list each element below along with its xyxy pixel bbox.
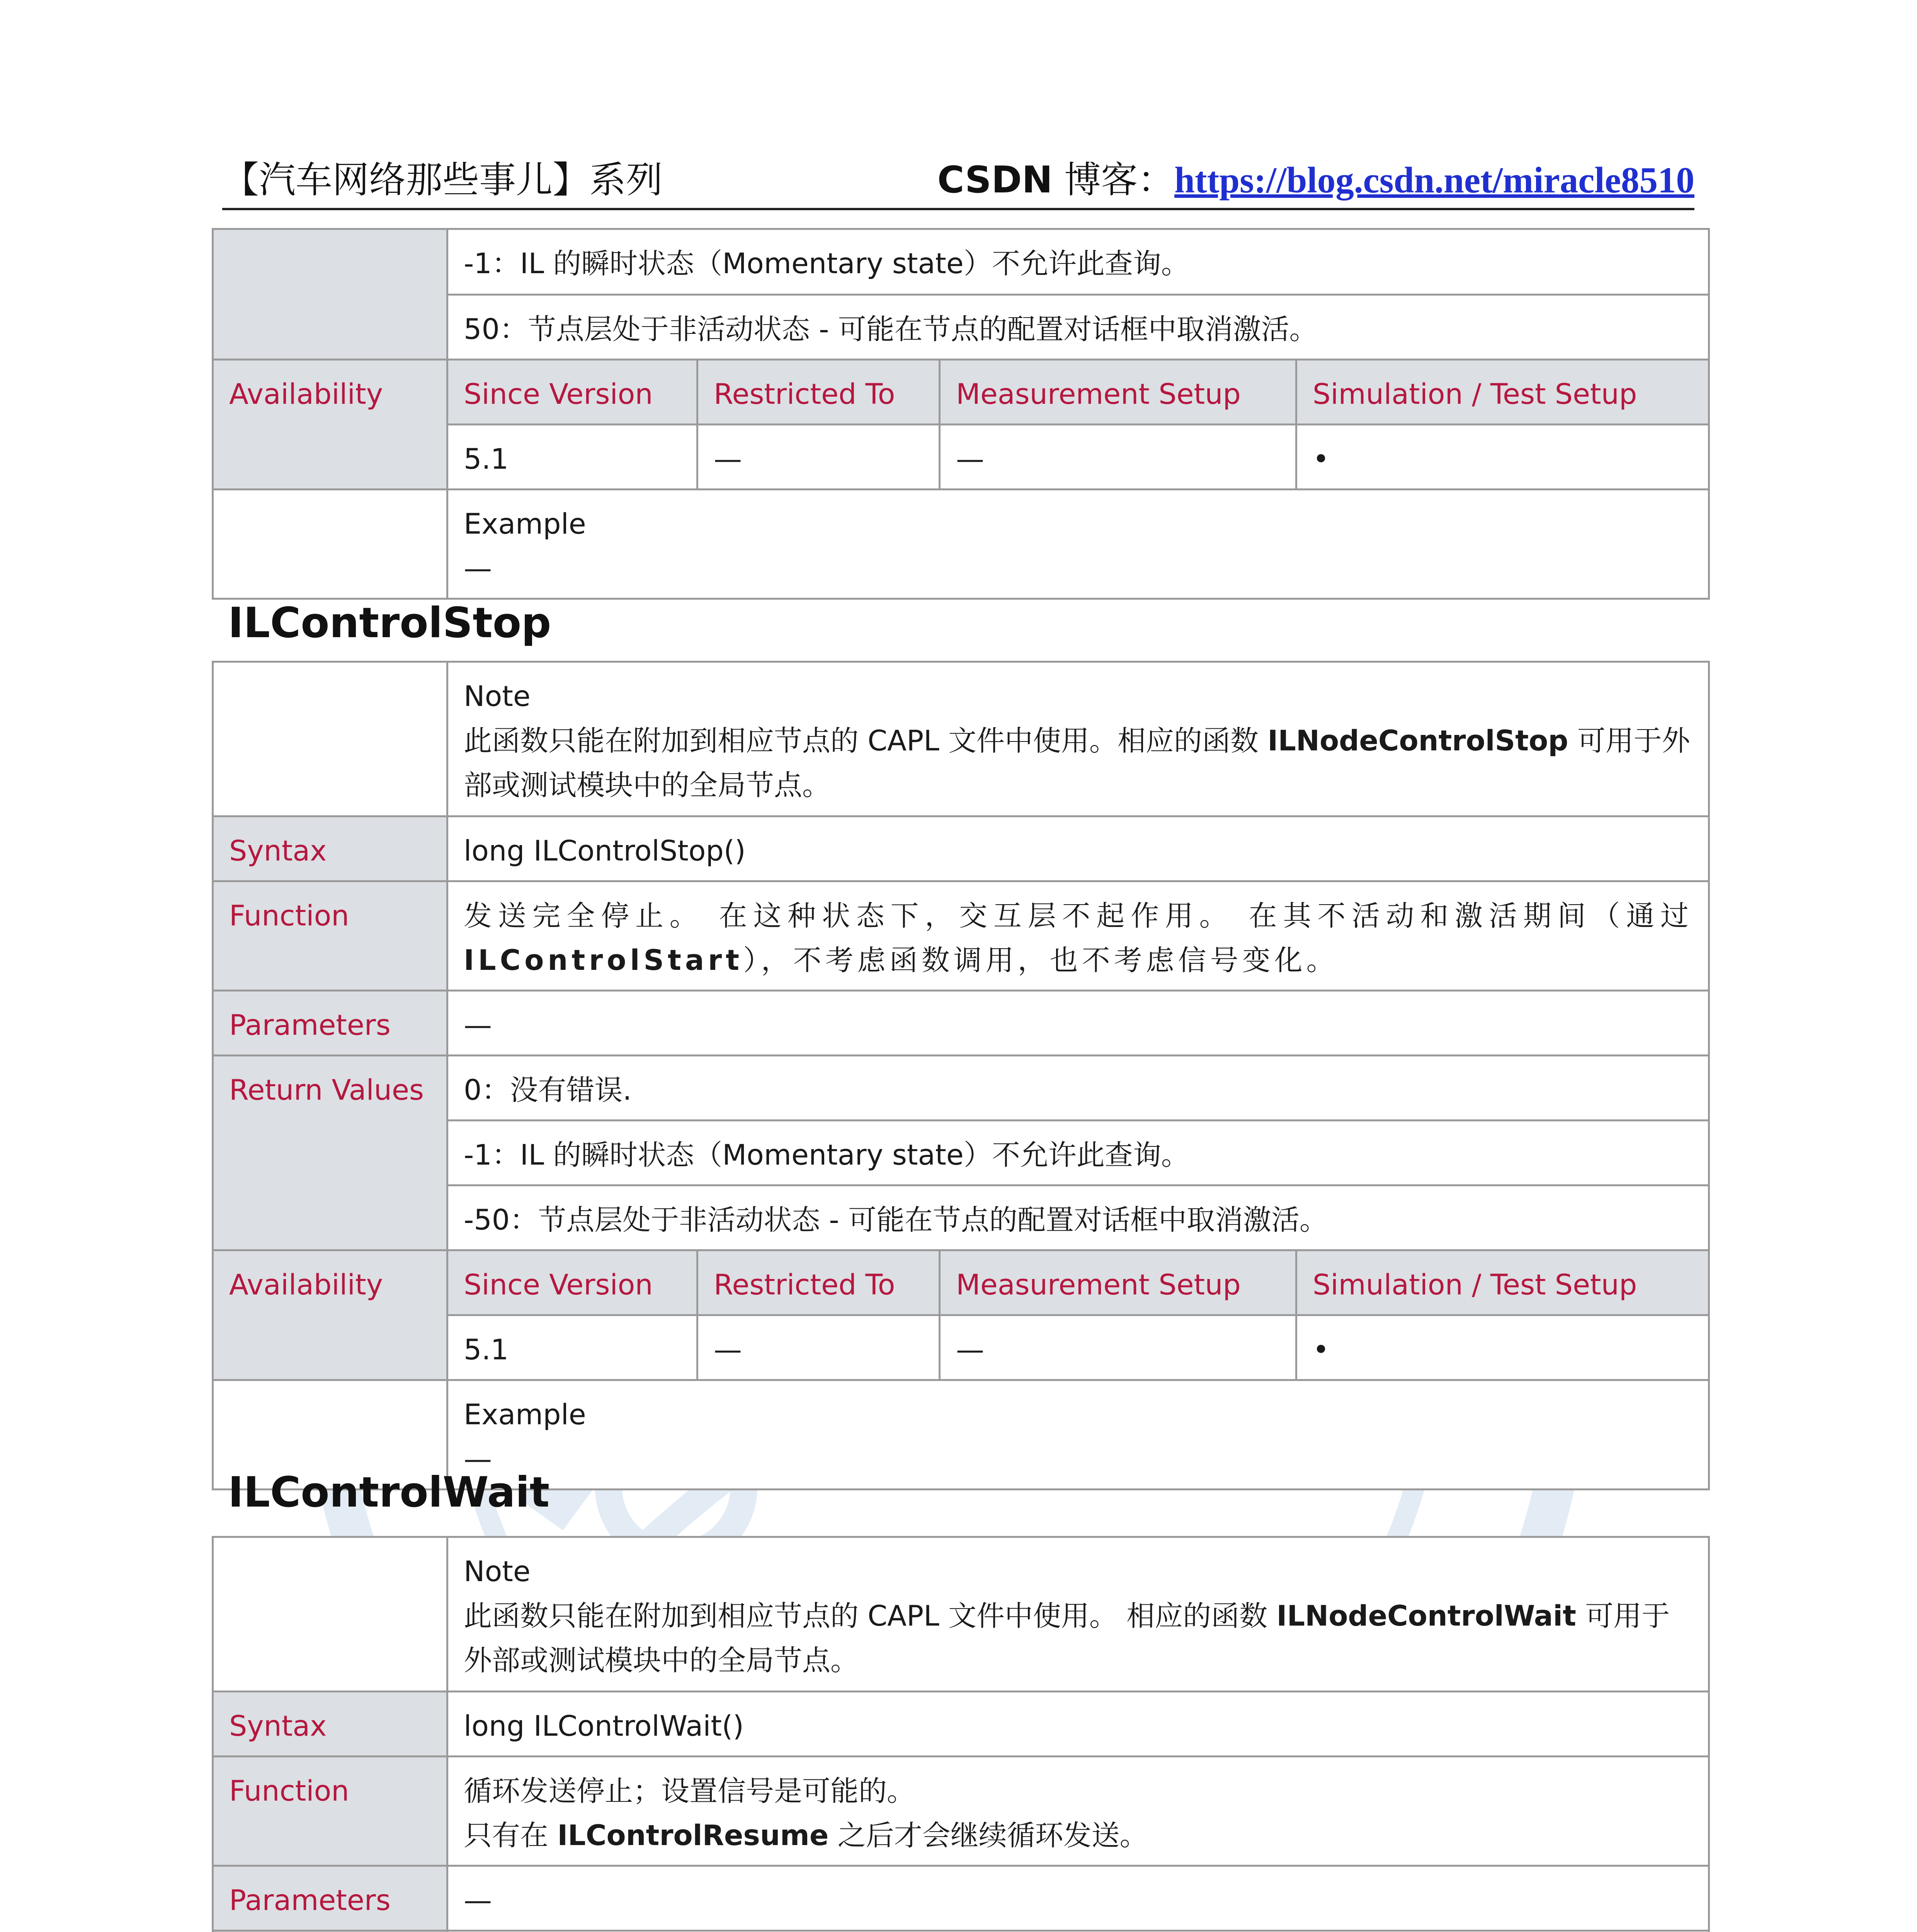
syntax-label: Syntax — [213, 816, 447, 881]
example-label: Example — [464, 508, 586, 541]
measurement-setup-value: — — [940, 425, 1296, 490]
return-value-row — [447, 1931, 1709, 1932]
note-cell — [447, 662, 1709, 816]
section-title-ilcontrolwait: ILControlWait — [228, 1468, 550, 1517]
note-text-part: 此函数只能在附加到相应节点的 CAPL 文件中使用。相应的函数 — [464, 724, 1268, 757]
example-label: Example — [464, 1398, 586, 1431]
function-line: 循环发送停止；设置信号是可能的。 — [464, 1775, 915, 1808]
csdn-label: CSDN — [937, 159, 1053, 201]
simulation-test-setup-value: • — [1296, 1315, 1709, 1380]
since-version-header: Since Version — [447, 1250, 697, 1315]
example-label-cell — [213, 490, 447, 599]
note-label-cell — [213, 662, 447, 816]
note-text — [464, 719, 1692, 808]
page-header — [222, 139, 1694, 213]
ilcontrolstop-table — [212, 661, 1710, 1490]
example-value: — — [464, 552, 492, 585]
note-function-ref: ILNodeControlWait — [1276, 1600, 1576, 1633]
note-text-part: 可用于外部或测试模块中的全局节点。 — [464, 724, 1690, 802]
note-text-part: 可用于外部或测试模块中的全局节点。 — [464, 1600, 1670, 1677]
syntax-value: long ILControlWait() — [447, 1692, 1709, 1757]
example-cell — [447, 490, 1709, 599]
return-values-label — [213, 1931, 447, 1932]
header-divider — [222, 208, 1694, 210]
note-text — [464, 1594, 1692, 1683]
return-value-row: -1：IL 的瞬时状态（Momentary state）不允许此查询。 — [447, 1121, 1709, 1185]
return-value-row: 50：节点层处于非活动状态 - 可能在节点的配置对话框中取消激活。 — [447, 295, 1709, 360]
function-label: Function — [213, 1757, 447, 1866]
note-label: Note — [464, 680, 531, 713]
restricted-to-header: Restricted To — [697, 360, 940, 425]
simulation-test-setup-header: Simulation / Test Setup — [1296, 1250, 1709, 1315]
function-text-part: 发送完全停止。 在这种状态下，交互层不起作用。 在其不活动和激活期间（通过 — [464, 900, 1693, 932]
return-values-label: Return Values — [213, 1056, 447, 1250]
function-text-part: 之后才会继续循环发送。 — [828, 1819, 1148, 1852]
availability-label: Availability — [213, 1250, 447, 1380]
blog-reference — [937, 151, 1694, 203]
measurement-setup-header: Measurement Setup — [940, 1250, 1296, 1315]
measurement-setup-header: Measurement Setup — [940, 360, 1296, 425]
simulation-test-setup-value: • — [1296, 425, 1709, 490]
blog-link[interactable]: https://blog.csdn.net/miracle8510 — [1174, 160, 1694, 201]
note-label-cell — [213, 1537, 447, 1692]
return-value-row: -50：节点层处于非活动状态 - 可能在节点的配置对话框中取消激活。 — [447, 1185, 1709, 1250]
measurement-setup-value: — — [940, 1315, 1296, 1380]
restricted-to-value: — — [697, 425, 940, 490]
since-version-value: 5.1 — [447, 425, 697, 490]
parameters-value: — — [447, 1866, 1709, 1931]
function-description — [447, 1757, 1709, 1866]
parameters-value: — — [447, 991, 1709, 1056]
example-cell — [447, 1380, 1709, 1490]
parameters-label: Parameters — [213, 1866, 447, 1931]
ilcontrolwait-table — [212, 1536, 1710, 1932]
since-version-header: Since Version — [447, 360, 697, 425]
function-text-part: 只有在 — [464, 1819, 558, 1852]
note-function-ref: ILNodeControlStop — [1267, 724, 1568, 757]
function-ref: ILControlStart — [464, 944, 743, 977]
return-value-row: -1：IL 的瞬时状态（Momentary state）不允许此查询。 — [447, 229, 1709, 295]
syntax-value: long ILControlStop() — [447, 816, 1709, 881]
note-cell — [447, 1537, 1709, 1692]
function-description — [447, 881, 1709, 991]
syntax-label: Syntax — [213, 1692, 447, 1757]
series-title: 【汽车网络那些事儿】系列 — [222, 159, 663, 201]
restricted-to-header: Restricted To — [697, 1250, 940, 1315]
restricted-to-value: — — [697, 1315, 940, 1380]
example-value: — — [464, 1443, 492, 1476]
simulation-test-setup-header: Simulation / Test Setup — [1296, 360, 1709, 425]
function-line — [464, 1813, 1692, 1858]
prev-function-table — [212, 228, 1710, 600]
function-ref: ILControlResume — [557, 1819, 829, 1852]
since-version-value: 5.1 — [447, 1315, 697, 1380]
return-values-label-cell — [213, 229, 447, 360]
note-label: Note — [464, 1555, 531, 1588]
function-text-part: ），不考虑函数调用，也不考虑信号变化。 — [743, 944, 1339, 977]
parameters-label: Parameters — [213, 991, 447, 1056]
return-value-row: 0：没有错误. — [447, 1056, 1709, 1121]
function-label: Function — [213, 881, 447, 991]
note-text-part: 此函数只能在附加到相应节点的 CAPL 文件中使用。 相应的函数 — [464, 1600, 1277, 1633]
section-title-ilcontrolstop: ILControlStop — [228, 599, 551, 647]
availability-label: Availability — [213, 360, 447, 490]
blog-label: 博客： — [1052, 159, 1175, 201]
